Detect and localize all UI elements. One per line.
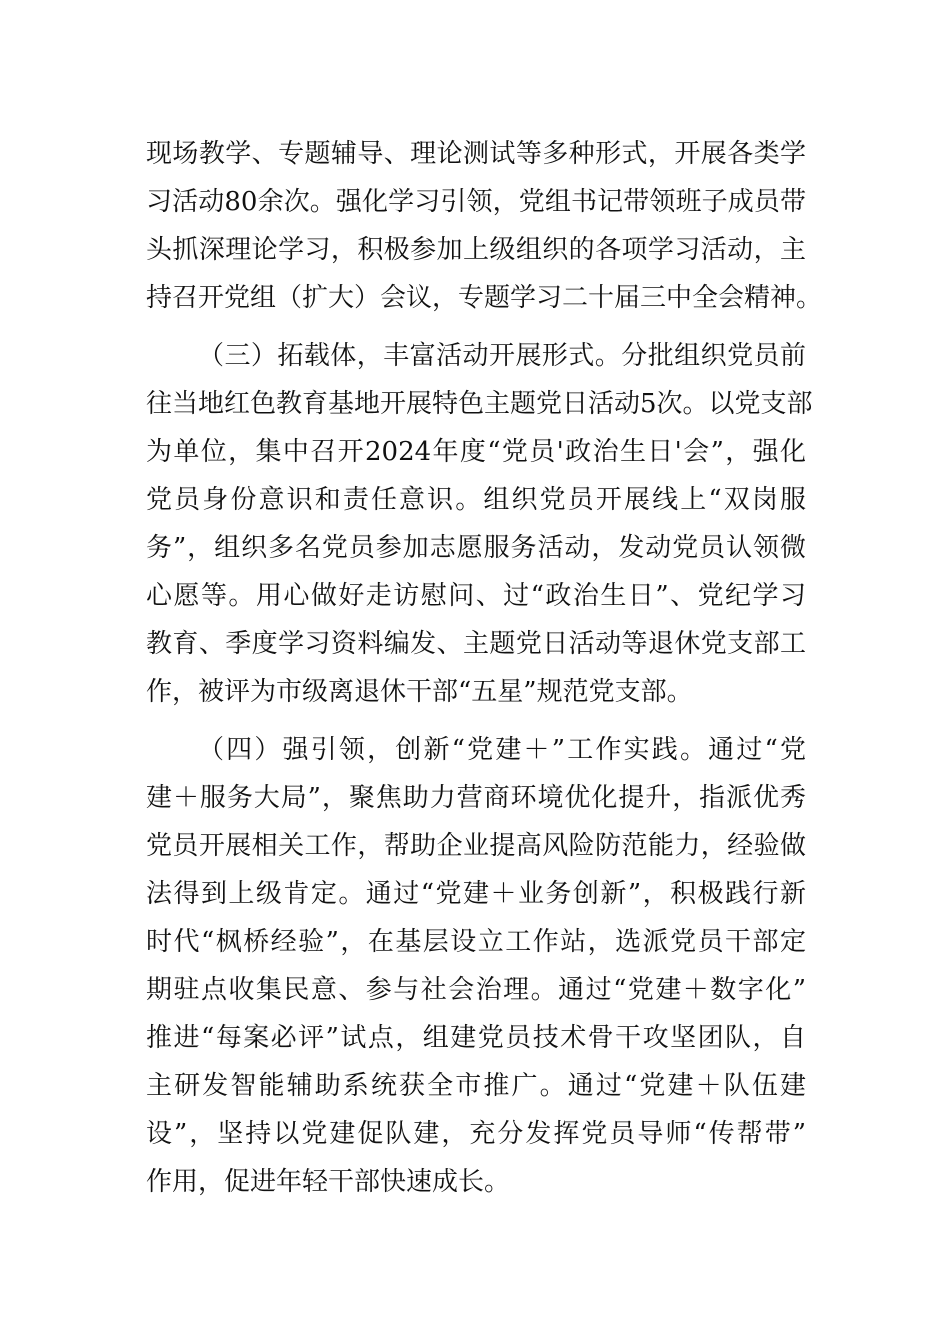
paragraph-2-line-8: 作，被评为市级离退休干部“五星”规范党支部。 <box>146 677 693 707</box>
paragraph-2-line-4: 党员身份意识和责任意识。组织党员开展线上“双岗服 <box>146 485 806 515</box>
paragraph-3-line-8: 主研发智能辅助系统获全市推广。通过“党建＋队伍建 <box>146 1071 806 1101</box>
paragraph-1-line-2: 习活动80余次。强化学习引领，党组书记带领班子成员带 <box>146 187 806 217</box>
paragraph-2-line-7: 教育、季度学习资料编发、主题党日活动等退休党支部工 <box>146 629 806 659</box>
paragraph-2-line-6: 心愿等。用心做好走访慰问、过“政治生日”、党纪学习 <box>146 581 806 611</box>
paragraph-2-line-1: （三）拓载体，丰富活动开展形式。分批组织党员前 <box>198 341 806 371</box>
paragraph-1-line-4: 持召开党组（扩大）会议，专题学习二十届三中全会精神。 <box>146 283 823 313</box>
paragraph-3-line-7: 推进“每案必评”试点，组建党员技术骨干攻坚团队，自 <box>146 1023 806 1053</box>
paragraph-3-line-4: 法得到上级肯定。通过“党建＋业务创新”，积极践行新 <box>146 879 806 909</box>
paragraph-2-line-5: 务”，组织多名党员参加志愿服务活动，发动党员认领微 <box>146 533 806 563</box>
paragraph-2-line-3: 为单位，集中召开2024年度“党员'政治生日'会”，强化 <box>146 437 806 467</box>
paragraph-1-line-1: 现场教学、专题辅导、理论测试等多种形式，开展各类学 <box>146 139 806 169</box>
paragraph-3-line-2: 建＋服务大局”，聚焦助力营商环境优化提升，指派优秀 <box>146 783 806 813</box>
paragraph-3-line-9: 设”，坚持以党建促队建，充分发挥党员导师“传帮带” <box>146 1119 806 1149</box>
paragraph-2-line-2: 往当地红色教育基地开展特色主题党日活动5次。以党支部 <box>146 389 813 419</box>
paragraph-3-line-3: 党员开展相关工作，帮助企业提高风险防范能力，经验做 <box>146 831 806 861</box>
paragraph-3-line-1: （四）强引领，创新“党建＋”工作实践。通过“党 <box>198 735 806 765</box>
paragraph-3-line-6: 期驻点收集民意、参与社会治理。通过“党建＋数字化” <box>146 975 806 1005</box>
paragraph-3-line-5: 时代“枫桥经验”，在基层设立工作站，选派党员干部定 <box>146 927 806 957</box>
paragraph-3-line-10: 作用，促进年轻干部快速成长。 <box>146 1167 511 1197</box>
paragraph-1-line-3: 头抓深理论学习，积极参加上级组织的各项学习活动，主 <box>146 235 806 265</box>
